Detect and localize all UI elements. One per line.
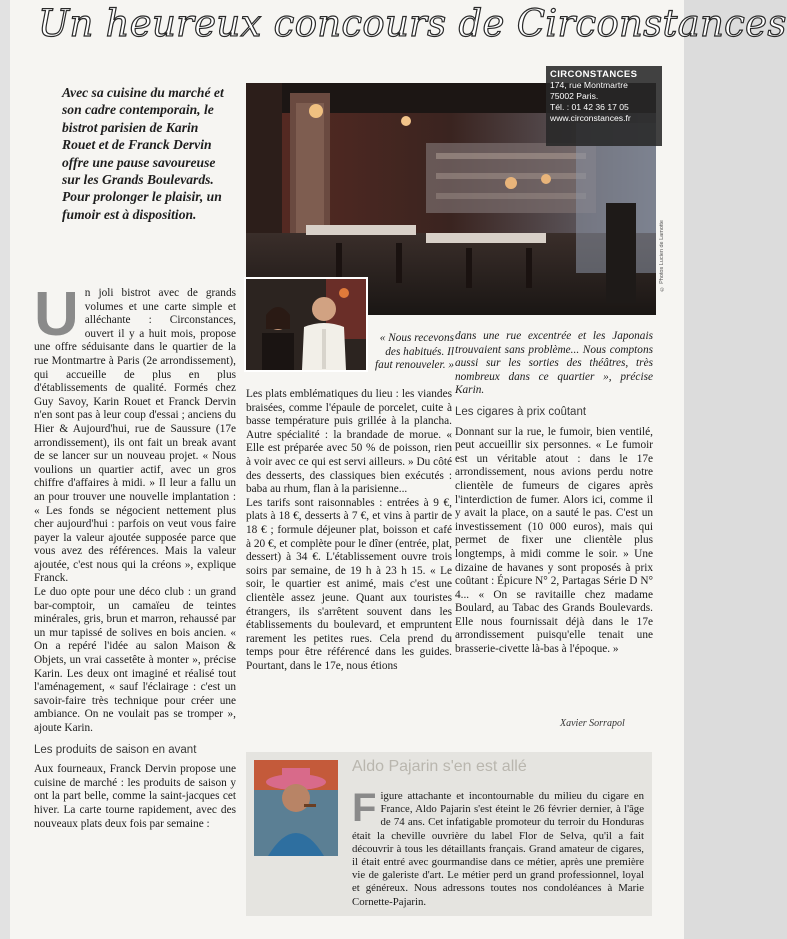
- article-column-3: [455, 330, 653, 657]
- article-column-1: [34, 280, 236, 831]
- restaurant-info-box: [546, 66, 662, 146]
- page-gutter: [0, 0, 10, 939]
- obituary-title: Aldo Pajarin s'en est allé: [352, 758, 527, 775]
- intro-text: Avec sa cuisine du marché et son cadre contemporain, le bistrot parisien de Karin Rouet et de Franck Dervin offre une pause savoureuse sur les Grands Boulevards. Pour prolonger le plaisir, un fumoir est à disposition.: [62, 85, 224, 222]
- obituary-text: [352, 786, 644, 909]
- restaurant-city: 75002 Paris.: [550, 91, 599, 101]
- col2-paragraph-2: Les tarifs sont raisonnables : entrées à 9 €, plats à 18 €, desserts à 7 €, et vins à partir de 18 € ; formule déjeuner plat, boisson et café à 20 €, et complète pour le dîner (entrée, plat, dessert) à 34 €. L'établissement ouvre trois soirs par semaine, de 19 h à 23 h 15. « Le soir, le quartier est animé, mais c'est une clientèle assez jeune. Quant aux touristes étrangers, ils s'arrêtent souvent dans les établissements du boulevard, et empruntent rarement les petites rues. Cela prend du temps pour être référencé dans les guides. Pourtant, dans le 17e, nous étions: [246, 496, 452, 672]
- chefs-illustration: [246, 279, 366, 370]
- restaurant-address: 174, rue Montmartre: [550, 80, 628, 90]
- dropcap-u: U: [34, 280, 79, 349]
- dropcap-f: F: [352, 786, 377, 830]
- col1-paragraph-3: Aux fourneaux, Franck Dervin propose une cuisine de marché : les produits de saison y ont la part belle, comme la saint-jacques cet hiver. La carte tourne rapidement, avec des nouveaux plats deux fois par semaine :: [34, 763, 236, 830]
- col3-paragraph-1: dans une rue excentrée et les Japonais trouvaient sans problème... Nous comptons aussi sur les sorties des théâtres, très nombreux dans ce quartier », précise Karin.: [455, 330, 653, 397]
- article-intro: [62, 84, 234, 223]
- col2-paragraph-1: Les plats emblématiques du lieu : les viandes braisées, comme l'épaule de porcelet, cuite à basse température puis grillée à la plancha. Autre spécialité : la brandade de morue. « Elle est préparée avec 50 % de poisson, rien à voir avec ce qui est servi ailleurs. » Du côté des desserts, des classiques bien exécutés : baba au rhum, flan à la parisienne...: [246, 388, 452, 496]
- obituary-paragraph: igure attachante et incontournable du milieu du cigare en France, Aldo Pajarin s'est éteint le 26 février dernier, à l'âge de 74 ans. Cet infatigable promoteur du terroir du Honduras était la cheville ouvrière du label Flor de Selva, qu'il a fait découvrir à tous les détaillants français. Grand amateur de cigares, il était entré avec gourmandise dans ce métier, après une première vie de galeriste d'art. Le métier perd un grand professionnel, loyal et généreux. Nous adressons toutes nos condoléances à Marie Cornette-Pajarin.: [352, 790, 644, 908]
- article-column-2: [246, 388, 452, 673]
- article-title: Un heureux concours de Circonstances: [38, 2, 787, 45]
- col3-paragraph-2: Donnant sur la rue, le fumoir, bien ventilé, peut accueillir six personnes. « Le fumoir est un véritable atout : dans le 17e arrondissement, nous avions perdu notre clientèle de fumeurs de cigares après l'interdiction de fumer. Alors ici, comme il y avait la place, on a sauté le pas. C'est un investissement (10 000 euros), mais qui permet de fixer une clientèle plus longtemps, à midi comme le soir. » Une dizaine de havanes y sont proposés à prix coûtant : Épicure N° 2, Partagas Série D N° 4... « On se ravitaille chez madame Boulard, au Tabac des Grands Boulevards. Elle nous fournissait déjà dans le 17e arrondissement puisqu'elle tenait une brasserie-civette là-bas à l'époque. »: [455, 425, 653, 656]
- subtitle-produits: Les produits de saison en avant: [34, 743, 197, 756]
- col1-paragraph-1: n joli bistrot avec de grands volumes et une carte simple et alléchante : Circonstances, ouvert il y a huit mois, propose une offre séduisante dans le quartier de la rue Montmartre à Paris (2e arrondissement), qui accueille de plus en plus d'établissements de qualité. Formés chez Guy Savoy, Karin Rouet et Franck Dervin n'en sont pas à leur coup d'essai ; anciens du Hier & Aujourd'hui, rue de Saussure (17e arrondissement), ils ont fait un break avant de se lancer sur un nouveau projet. « Nous voulions un quartier actif, avec un gros chiffre d'affaires à midi. » Il leur a fallu un an pour trouver une nouvelle implantation : « Les fonds se négocient nettement plus cher aujourd'hui : parfois on veut vous faire payer la valeur ajoutée supposée parce que vous avez des références. Mais la valeur ajoutée, c'est nous qui la créons », explique Franck.: [34, 287, 236, 585]
- col1-paragraph-2: Le duo opte pour une déco club : un grand bar-comptoir, un camaïeu de teintes minérales, gris, brun et marron, rehaussé par un mur tapissé de solives en bois ancien. « On a repéré l'idée au salon Maison & Objets, un vrai cassetête à monter », précise Karin. Les deux ont imaginé et réalisé tout l'aménagement, « sauf l'éclairage : c'est un savoir-faire très technique pour créer une ambiance. On ne voulait pas se tromper », ajoute Karin.: [34, 586, 236, 734]
- photo-credit: © Photos Lucien de Lamotte: [659, 220, 665, 292]
- restaurant-website: www.circonstances.fr: [550, 113, 631, 123]
- aldo-pajarin-photo: [254, 760, 338, 856]
- restaurant-name: CIRCONSTANCES: [550, 69, 638, 80]
- chefs-photo: [244, 277, 368, 372]
- author-signature: Xavier Sorrapol: [560, 718, 625, 729]
- col2-pull-quote: « Nous recevons des habitués. Il faut renouveler. »: [375, 332, 454, 372]
- restaurant-phone: Tél. : 01 42 36 17 05: [550, 102, 629, 112]
- subtitle-cigares: Les cigares à prix coûtant: [455, 405, 587, 418]
- aldo-portrait-illustration: [254, 760, 338, 856]
